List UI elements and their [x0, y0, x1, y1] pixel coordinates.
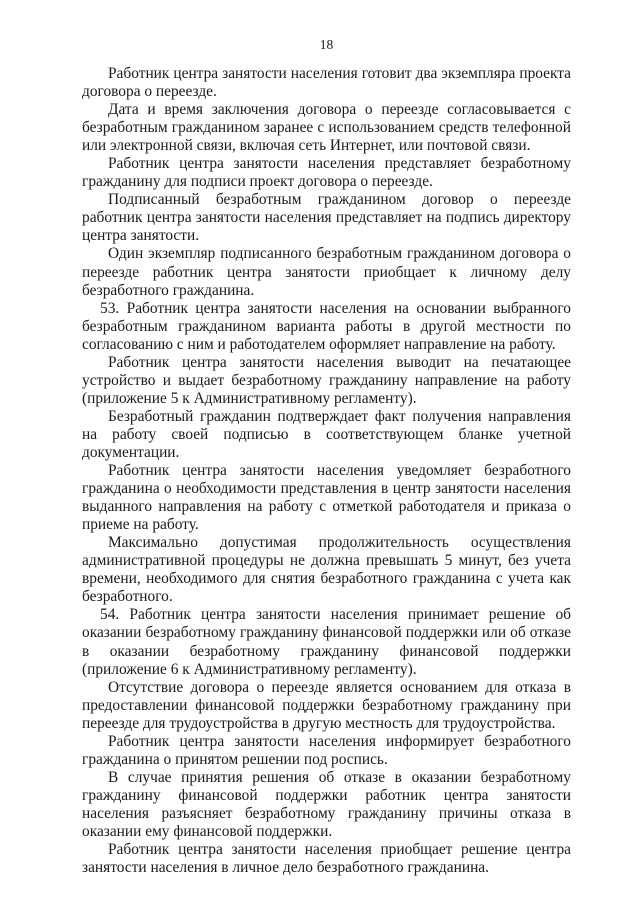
numbered-paragraph-53: 53. Работник центра занятости населения на основании выбранного безработным гражданином варианта работы в другой местности по согласованию с ним и работодателем оформляет направление на работу.: [82, 299, 571, 353]
paragraph: Работник центра занятости населения готовит два экземпляра проекта договора о переезде.: [82, 65, 571, 101]
paragraph: В случае принятия решения об отказе в оказании безработному гражданину финансовой поддержки работник центра занятости населения разъясняет безработному гражданину причины отказа в оказании ему финансовой поддержки.: [82, 768, 571, 840]
paragraph: Один экземпляр подписанного безработным гражданином договора о переезде работник центра занятости приобщает к личному делу безработного гражданина.: [82, 245, 571, 299]
paragraph: Максимально допустимая продолжительность осуществления административной процедуры не должна превышать 5 минут, без учета времени, необходимого для снятия безработного гражданина с учета как безработного.: [82, 534, 571, 606]
paragraph: Работник центра занятости населения представляет безработному гражданину для подписи проект договора о переезде.: [82, 155, 571, 191]
paragraph: Безработный гражданин подтверждает факт получения направления на работу своей подписью в соответствующем бланке учетной документации.: [82, 407, 571, 461]
paragraph: Работник центра занятости населения выводит на печатающее устройство и выдает безработному гражданину направление на работу (приложение 5 к Административному регламенту).: [82, 353, 571, 407]
paragraph: Дата и время заключения договора о переезде согласовывается с безработным гражданином заранее с использованием средств телефонной или электронной связи, включая сеть Интернет, или почтовой связи.: [82, 101, 571, 155]
paragraph: Работник центра занятости населения уведомляет безработного гражданина о необходимости представления в центр занятости населения выданного направления на работу с отметкой работодателя и приказа о приеме на работу.: [82, 462, 571, 534]
numbered-paragraph-54: 54. Работник центра занятости населения принимает решение об оказании безработному гражданину финансовой поддержки или об отказе в оказании безработному гражданину финансовой поддержки (приложение 6 к Административному регламенту).: [82, 606, 571, 678]
paragraph: Отсутствие договора о переезде является основанием для отказа в предоставлении финансовой поддержки безработному гражданину при переезде для трудоустройства в другую местность для трудоустройства.: [82, 678, 571, 732]
paragraph: Подписанный безработным гражданином договор о переезде работник центра занятости населения представляет на подпись директору центра занятости.: [82, 191, 571, 245]
paragraph: Работник центра занятости населения приобщает решение центра занятости населения в личное дело безработного гражданина.: [82, 841, 571, 877]
paragraph: Работник центра занятости населения информирует безработного гражданина о принятом решении под роспись.: [82, 732, 571, 768]
document-body: [82, 65, 571, 877]
page-number: 18: [319, 37, 334, 52]
